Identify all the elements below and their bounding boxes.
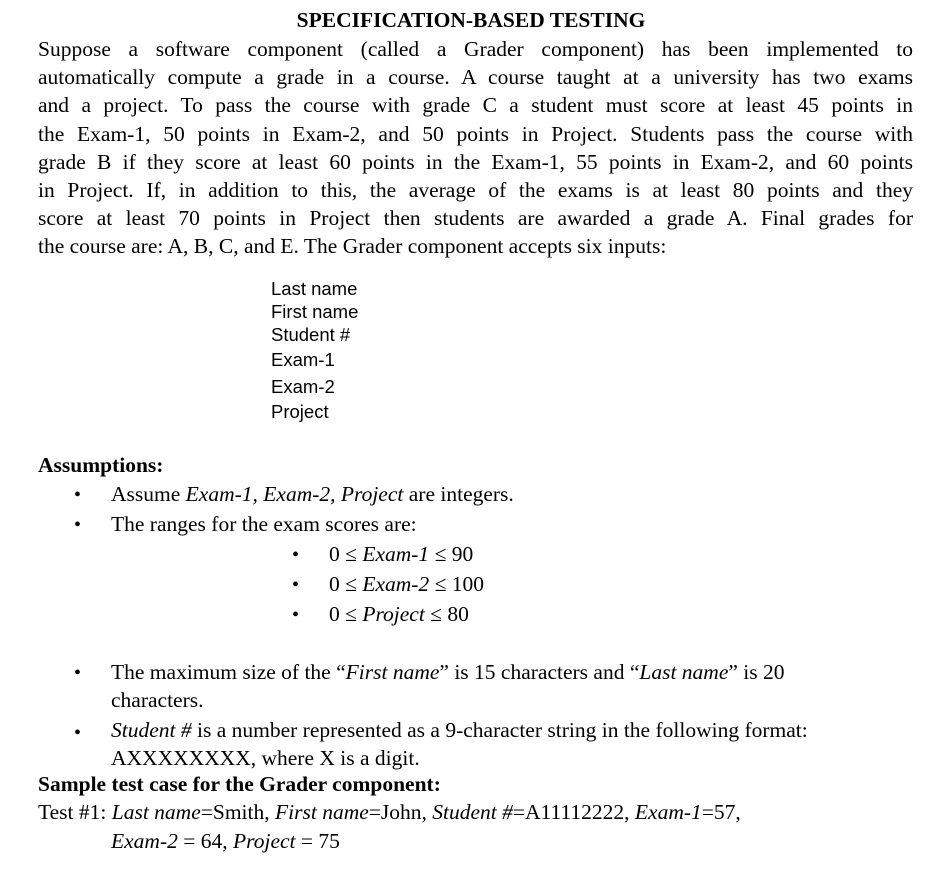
range-exam-1 (329, 542, 473, 567)
assumption-student-number (111, 718, 808, 743)
range-project (329, 602, 469, 627)
bullet-icon: • (292, 574, 300, 596)
bullet-icon: • (292, 544, 300, 566)
var-name: Exam-1 (634, 800, 702, 824)
paragraph-line: and a project. To pass the course with grade C a student must score at least 45 points in (38, 93, 913, 118)
text: =57, (701, 800, 741, 824)
page-title: SPECIFICATION-BASED TESTING (296, 8, 646, 32)
text: ” is 20 (728, 660, 785, 684)
var-name: Exam-2 (362, 572, 430, 596)
bullet-icon: • (74, 484, 82, 506)
var-name: Student # (432, 800, 513, 824)
paragraph-line: score at least 70 points in Project then students are awarded a grade A. Final grades for (38, 206, 913, 231)
intro-paragraph (38, 35, 913, 261)
text: 0 ≤ (329, 572, 363, 596)
text: is a number represented as a 9-character string in the following format: (191, 718, 808, 742)
sample-line-2 (111, 829, 340, 854)
text: =A11112222, (512, 800, 635, 824)
paragraph-line: Suppose a software component (called a Grader component) has been implemented to (38, 37, 913, 61)
assumption-name-size-cont: characters. (111, 688, 204, 712)
text: ≤ 90 (429, 542, 474, 566)
text: = 64, (177, 829, 234, 853)
bullet-icon: • (74, 722, 82, 744)
text: ≤ 80 (424, 602, 469, 626)
var-name: Project (233, 829, 296, 853)
input-item-exam-1: Exam-1 (271, 349, 335, 370)
var-name: Last name (111, 800, 201, 824)
var-name: First name (275, 800, 369, 824)
text: ≤ 100 (429, 572, 484, 596)
assumption-integers (111, 482, 514, 507)
var-name: Last name (639, 660, 729, 684)
text: Assume (111, 482, 186, 506)
text: =Smith, (200, 800, 276, 824)
bullet-icon: • (74, 514, 82, 536)
assumption-ranges-intro: The ranges for the exam scores are: (111, 512, 417, 536)
var-name: First name (345, 660, 440, 684)
paragraph-line: grade B if they score at least 60 points in the Exam-1, 55 points in Exam-2, and 60 points (38, 149, 913, 174)
input-item-last-name: Last name (271, 278, 358, 299)
text: ” is 15 characters and “ (439, 660, 640, 684)
input-item-student-number: Student # (271, 324, 351, 345)
assumption-name-size (111, 660, 785, 685)
var-name: Project (362, 602, 425, 626)
range-exam-2 (329, 572, 484, 597)
input-item-first-name: First name (271, 301, 359, 322)
bullet-icon: • (292, 604, 300, 626)
text: 0 ≤ (329, 602, 363, 626)
paragraph-line: in Project. If, in addition to this, the average of the exams is at least 80 points and they (38, 178, 913, 203)
text: =John, (368, 800, 433, 824)
input-item-project: Project (271, 401, 329, 422)
sample-heading: Sample test case for the Grader component: (38, 772, 441, 796)
sample-line-1 (38, 800, 741, 825)
var-names: Exam-1, Exam-2, Project (185, 482, 404, 506)
bullet-icon: • (74, 662, 82, 684)
text: 0 ≤ (329, 542, 363, 566)
text: The maximum size of the “ (111, 660, 346, 684)
var-name: Exam-1 (362, 542, 430, 566)
text: Test #1: (38, 800, 112, 824)
assumption-student-number-cont: AXXXXXXXX, where X is a digit. (111, 746, 420, 770)
var-name: Exam-2 (111, 829, 178, 853)
paragraph-line: the course are: A, B, C, and E. The Grader component accepts six inputs: (38, 234, 667, 259)
input-item-exam-2: Exam-2 (271, 376, 335, 397)
var-name: Student # (111, 718, 192, 742)
text: = 75 (295, 829, 340, 853)
paragraph-line: automatically compute a grade in a course. A course taught at a university has two exams (38, 65, 913, 90)
text: are integers. (403, 482, 514, 506)
paragraph-line: the Exam-1, 50 points in Exam-2, and 50 points in Project. Students pass the course with (38, 121, 913, 146)
assumptions-heading: Assumptions: (38, 453, 164, 477)
